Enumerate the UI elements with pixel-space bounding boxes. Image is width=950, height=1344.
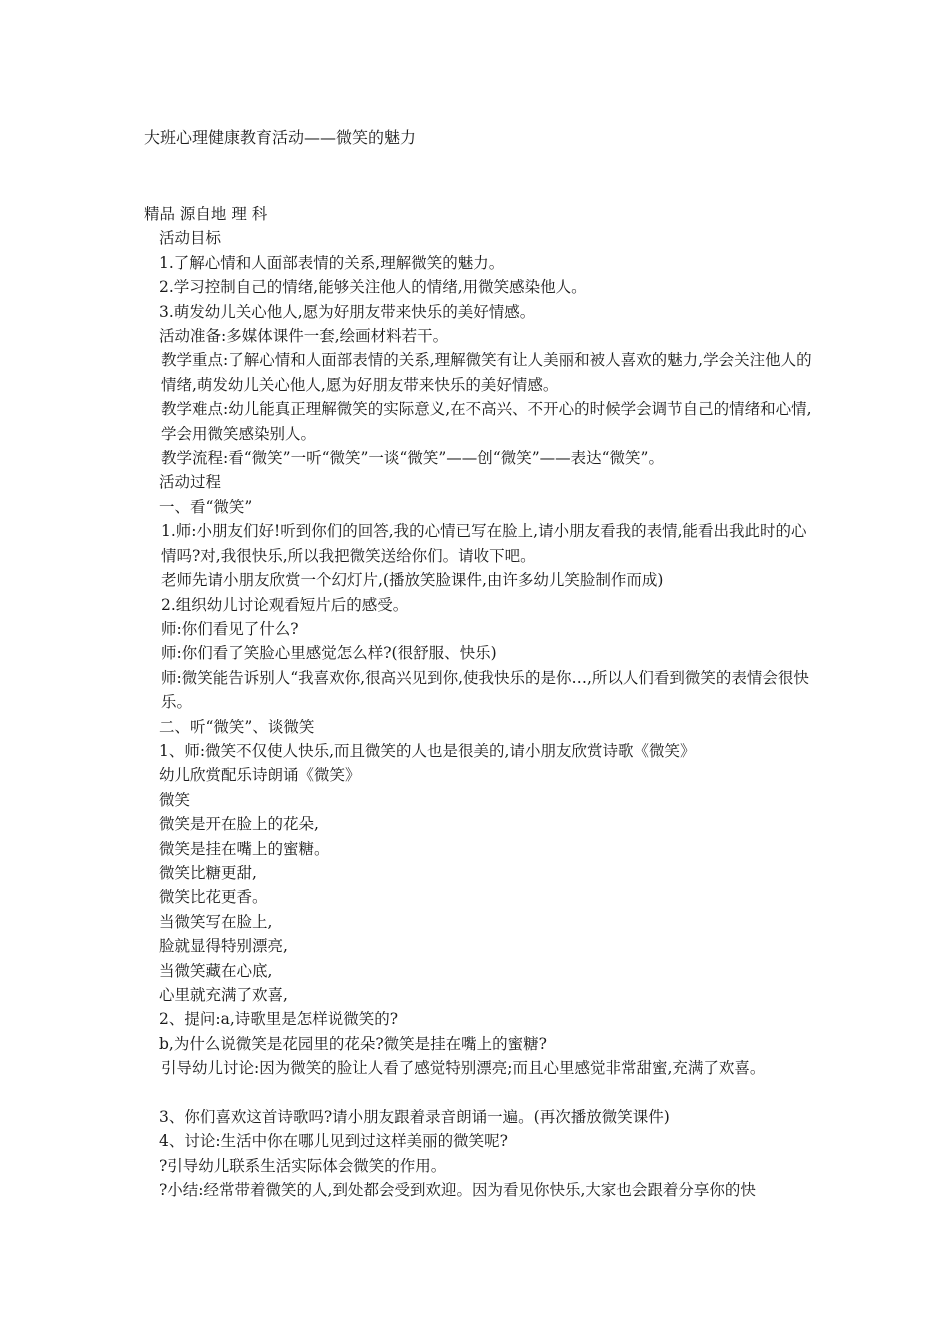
section-1-item-2: 2.组织幼儿讨论观看短片后的感受。 bbox=[161, 595, 409, 614]
poem-line: 当微笑藏在心底, bbox=[159, 961, 273, 980]
section-2-item-2b: b,为什么说微笑是花园里的花朵?微笑是挂在嘴上的蜜糖? bbox=[159, 1034, 547, 1053]
teacher-question-1: 师:你们看见了什么? bbox=[161, 619, 299, 638]
section-2-item-3: 3、你们喜欢这首诗歌吗?请小朋友跟着录音朗诵一遍。(再次播放微笑课件) bbox=[159, 1108, 670, 1127]
poem-line: 心里就充满了欢喜, bbox=[159, 986, 288, 1004]
goal-1: 1.了解心情和人面部表情的关系,理解微笑的魅力。 bbox=[159, 253, 505, 272]
poem-line: 微笑是开在脸上的花朵, bbox=[159, 815, 319, 834]
section-2-heading: 二、听“微笑”、谈微笑 bbox=[159, 717, 315, 736]
key-points: 教学重点:了解心情和人面部表情的关系,理解微笑有让人美丽和被人喜欢的魅力,学会关注他人的情绪,萌发幼儿关心他人,愿为好朋友带来快乐的美好情感。 bbox=[161, 351, 812, 394]
blank-line bbox=[144, 1081, 816, 1105]
section-2-item-4: 4、讨论:生活中你在哪儿见到过这样美丽的微笑呢? bbox=[159, 1132, 508, 1151]
section-2-item-1: 1、师:微笑不仅使人快乐,而且微笑的人也是很美的,请小朋友欣赏诗歌《微笑》 bbox=[159, 741, 696, 760]
poem-line: 微笑比花更香。 bbox=[159, 888, 268, 907]
poem-title: 微笑 bbox=[159, 790, 191, 809]
difficulties: 教学难点:幼儿能真正理解微笑的实际意义,在不高兴、不开心的时候学会调节自己的情绪和心情,学会用微笑感染别人。 bbox=[161, 400, 812, 443]
section-1-item-1: 1.师:小朋友们好!听到你们的回答,我的心情已写在脸上,请小朋友看我的表情,能看出我此时的心情吗?对,我很快乐,所以我把微笑送给你们。请收下吧。 bbox=[161, 522, 807, 565]
document-title: 大班心理健康教育活动——微笑的魅力 bbox=[144, 128, 417, 147]
preparation: 活动准备:多媒体课件一套,绘画材料若干。 bbox=[159, 327, 449, 346]
document-body bbox=[144, 202, 816, 1203]
heading-goals: 活动目标 bbox=[159, 229, 222, 248]
poem-line: 脸就显得特别漂亮, bbox=[159, 937, 288, 956]
poem-line: 微笑是挂在嘴上的蜜糖。 bbox=[159, 839, 330, 858]
poem-line: 微笑比糖更甜, bbox=[159, 863, 257, 882]
goal-3: 3.萌发幼儿关心他人,愿为好朋友带来快乐的美好情感。 bbox=[159, 302, 536, 321]
section-1-heading: 一、看“微笑” bbox=[159, 497, 253, 516]
section-2-item-2a: 2、提问:a,诗歌里是怎样说微笑的? bbox=[159, 1010, 399, 1029]
section-1-slideshow: 老师先请小朋友欣赏一个幻灯片,(播放笑脸课件,由许多幼儿笑脸制作而成) bbox=[161, 571, 664, 590]
heading-process: 活动过程 bbox=[159, 473, 222, 492]
summary: ?小结:经常带着微笑的人,到处都会受到欢迎。因为看见你快乐,大家也会跟着分享你的快 bbox=[159, 1181, 756, 1200]
goal-2: 2.学习控制自己的情绪,能够关注他人的情绪,用微笑感染他人。 bbox=[159, 278, 587, 297]
process-flow: 教学流程:看“微笑”一听“微笑”一谈“微笑”——创“微笑”——表达“微笑”。 bbox=[161, 449, 664, 468]
teacher-statement: 师:微笑能告诉别人“我喜欢你,很高兴见到你,使我快乐的是你…,所以人们看到微笑的表情会很快乐。 bbox=[161, 668, 809, 712]
teacher-question-2: 师:你们看了笑脸心里感觉怎么样?(很舒服、快乐) bbox=[161, 644, 497, 663]
life-connection: ?引导幼儿联系生活实际体会微笑的作用。 bbox=[159, 1156, 447, 1175]
discussion-guide: 引导幼儿讨论:因为微笑的脸让人看了感觉特别漂亮;而且心里感觉非常甜蜜,充满了欢喜。 bbox=[161, 1059, 766, 1078]
poem-intro: 幼儿欣赏配乐诗朗诵《微笑》 bbox=[159, 766, 361, 785]
source-line: 精品 源自地 理 科 bbox=[144, 205, 268, 223]
poem-line: 当微笑写在脸上, bbox=[159, 912, 273, 931]
